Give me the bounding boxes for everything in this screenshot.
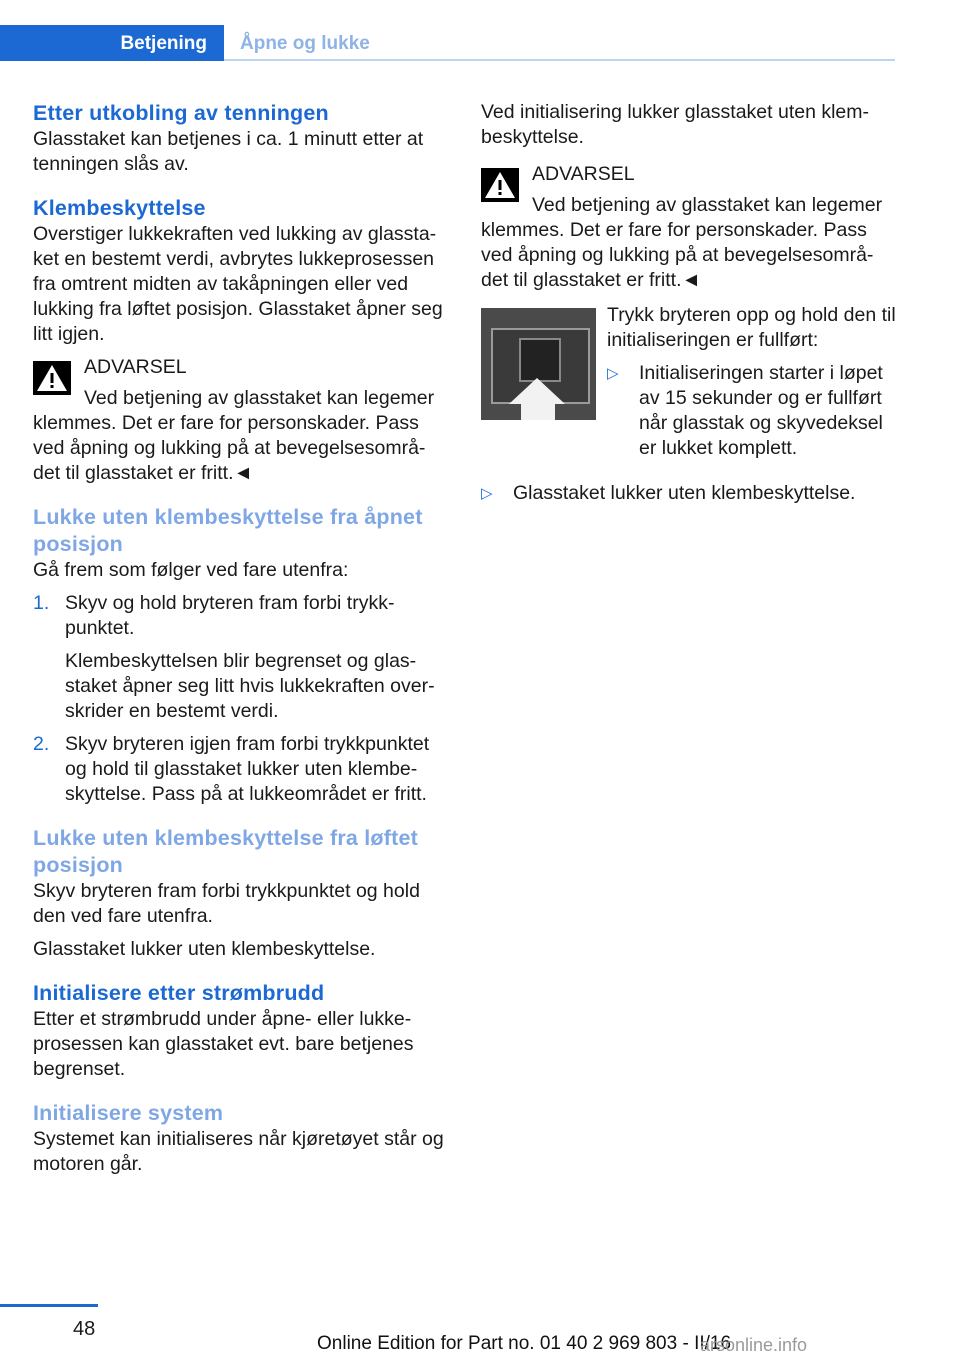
paragraph: Systemet kan initialiseres når kjøretøyet står og motoren går. [33,1128,444,1175]
triangle-bullet-icon: ▷ [607,365,619,382]
watermark: arsonline.info [700,1335,808,1355]
tab-apne-og-lukke[interactable]: Åpne og lukke [240,33,370,54]
warning-heading: ADVARSEL [84,356,187,378]
step-number: 1. [33,592,50,614]
paragraph: Glasstaket kan betjenes i ca. 1 minutt etter at tenningen slås av. [33,128,424,175]
tab-betjening[interactable] [0,25,224,61]
paragraph: Glasstaket lukker uten klembeskyttelse. [33,938,376,960]
left-column [33,100,448,1195]
section-title: Klembeskyttelse [33,196,206,220]
warning-box [33,355,448,486]
header-divider [224,59,895,61]
step-text: Skyv bryteren igjen fram forbi trykkpunktet og hold til glasstaket lukker uten klembe-skyttelse. Pass på at lukkeområdet er fritt. [65,733,430,805]
paragraph: Skyv bryteren fram forbi trykkpunktet og hold den ved fare utenfra. [33,880,420,927]
section-title: Lukke uten klembeskyttelse fra åpnet posisjon [33,505,423,556]
paragraph: Gå frem som følger ved fare utenfra: [33,559,349,581]
step-subtext: Klembeskyttelsen blir begrenset og glas-staket åpner seg litt hvis lukkekraften over-skrider en bestemt verdi. [65,650,435,722]
edition-text: Online Edition for Part no. 01 40 2 969 803 - II/16 [317,1333,732,1354]
list-item [481,481,896,506]
warning-icon [481,168,519,202]
header-tabs [0,25,895,61]
page-number: 48 [73,1318,96,1340]
section-title: Initialisere etter strømbrudd [33,981,325,1005]
switch-photo [481,308,596,420]
paragraph: Ved initialisering lukker glasstaket uten klem-beskyttelse. [481,101,870,148]
step-number: 2. [33,733,50,755]
paragraph: Etter et strømbrudd under åpne- eller lukke-prosessen kan glasstaket evt. bare betjenes begrenset. [33,1008,414,1080]
bullet-text: Glasstaket lukker uten klembeskyttelse. [513,482,856,504]
step-list [33,591,448,807]
paragraph: Overstiger lukkekraften ved lukking av glassta-ket en bestemt verdi, avbrytes lukkeprosessen fra omtrent midten av takåpningen eller ved lukking fra løftet posisjon. Glasstaket åpner seg litt igjen. [33,223,443,345]
warning-box [481,162,896,293]
figure [481,303,896,493]
triangle-bullet-icon: ▷ [481,485,493,502]
step-text: Skyv og hold bryteren fram forbi trykk-punktet. [65,592,395,639]
section-title: Etter utkobling av tenningen [33,101,329,125]
list-item [607,361,897,461]
warning-icon [33,361,71,395]
paragraph: Trykk bryteren opp og hold den til initialiseringen er fullført: [607,304,896,351]
section-title: Lukke uten klembeskyttelse fra løftet posisjon [33,826,418,877]
list-item [33,591,448,724]
warning-text: Ved betjening av glasstaket kan legemer klemmes. Det er fare for personskader. Pass ved åpning og lukking på at bevegelsesområ-det til glasstaket er fritt.◄ [481,194,883,291]
section-title: Initialisere system [33,1101,224,1125]
figure-caption-area [607,303,897,469]
right-column [481,100,896,514]
list-item [33,732,448,807]
warning-text: Ved betjening av glasstaket kan legemer klemmes. Det er fare for personskader. Pass ved åpning og lukking på at bevegelsesområ-det til glasstaket er fritt.◄ [33,387,435,484]
tab-label: Betjening [120,33,207,54]
footer-rule [0,1304,98,1307]
warning-heading: ADVARSEL [532,163,635,185]
bullet-text: Initialiseringen starter i løpet av 15 sekunder og er fullført når glasstak og skyvedeksel er lukket komplett. [639,362,883,459]
